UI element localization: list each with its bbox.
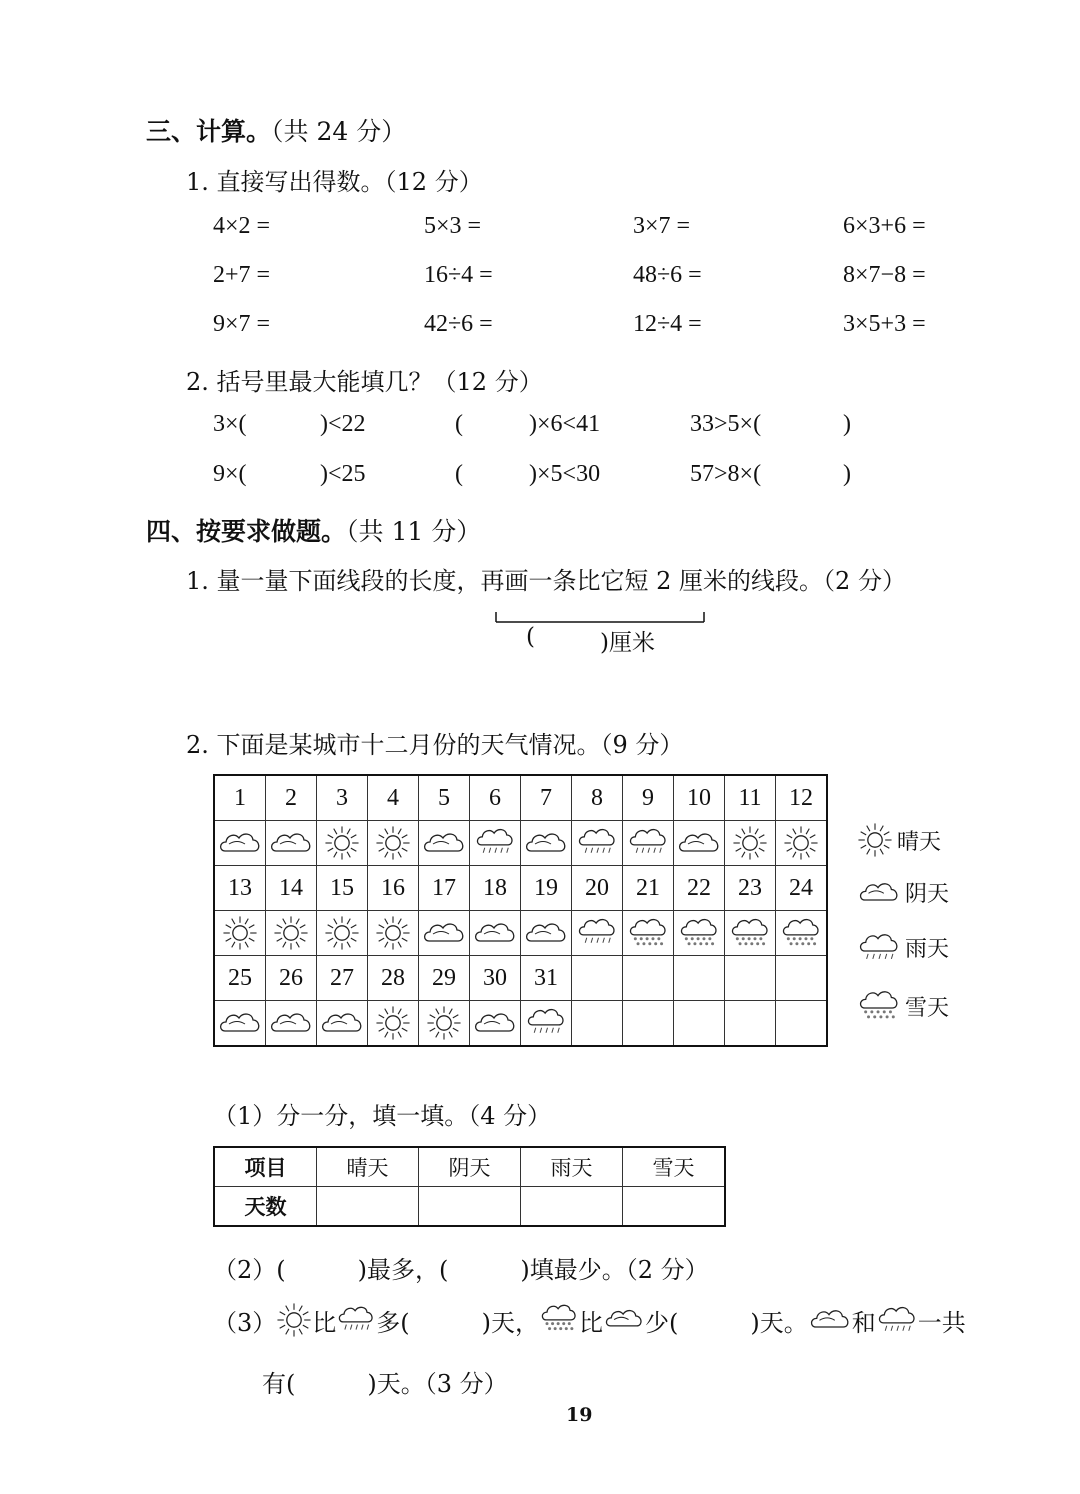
calendar-day-cell: 1 xyxy=(214,775,266,821)
sun-icon xyxy=(276,1302,312,1338)
measure-answer-open[interactable]: ( xyxy=(526,624,535,650)
rain-icon xyxy=(336,1302,376,1338)
measure-line-segment xyxy=(494,610,706,624)
calendar-weather-cell xyxy=(317,1001,368,1047)
calendar-day-cell xyxy=(776,956,828,1001)
calendar-day-cell: 30 xyxy=(470,956,521,1001)
bracket-expr-part: 57>8×( xyxy=(690,461,762,487)
equation[interactable]: 8×7−8 = xyxy=(843,262,926,288)
cloud-icon xyxy=(319,1008,365,1038)
equation[interactable]: 4×2 = xyxy=(213,213,271,239)
bracket-expr-part: )×5<30 xyxy=(529,461,601,487)
stats-header-cell: 晴天 xyxy=(317,1147,419,1187)
sun-icon xyxy=(857,822,893,858)
stats-table xyxy=(213,1146,726,1227)
stats-header-cell: 雪天 xyxy=(623,1147,726,1187)
calendar-day-cell: 29 xyxy=(419,956,470,1001)
calendar-weather-row xyxy=(214,821,827,866)
calendar-weather-cell xyxy=(725,911,776,956)
calendar-weather-cell xyxy=(521,911,572,956)
bracket-expr-part: 9×( xyxy=(213,461,247,487)
sun-icon xyxy=(375,825,411,861)
calendar-weather-cell xyxy=(214,911,266,956)
section3-title: 三、计算。（共 24 分） xyxy=(146,117,407,146)
calendar-day-cell: 24 xyxy=(776,866,828,911)
calendar-weather-cell xyxy=(572,821,623,866)
calendar-weather-cell xyxy=(317,821,368,866)
rain-icon xyxy=(474,824,516,862)
sun-icon xyxy=(783,825,819,861)
calendar-day-cell: 2 xyxy=(266,775,317,821)
calendar-weather-cell xyxy=(419,821,470,866)
calendar-weather-cell xyxy=(725,821,776,866)
rain-icon xyxy=(525,1004,567,1042)
calendar-weather-cell xyxy=(776,911,828,956)
sun-icon xyxy=(375,915,411,951)
equation[interactable]: 48÷6 = xyxy=(633,262,702,288)
cloud-icon xyxy=(268,828,314,858)
bracket-expr-part: )<25 xyxy=(320,461,366,487)
sub3-prefix: （3） xyxy=(213,1308,277,1337)
calendar-day-cell: 21 xyxy=(623,866,674,911)
sub3-line xyxy=(213,1300,966,1340)
bracket-expr-part: ( xyxy=(455,411,463,437)
calendar-weather-cell xyxy=(674,911,725,956)
cloud-icon xyxy=(808,1305,852,1335)
stats-header-row xyxy=(214,1147,725,1187)
calendar-weather-cell xyxy=(266,911,317,956)
calendar-weather-cell xyxy=(572,911,623,956)
legend-label: 晴天 xyxy=(897,829,942,855)
calendar-weather-cell xyxy=(674,821,725,866)
calendar-weather-row xyxy=(214,911,827,956)
equation[interactable]: 42÷6 = xyxy=(424,311,493,337)
section4-q1-label: 1. 量一量下面线段的长度，再画一条比它短 2 厘米的线段。（2 分） xyxy=(186,567,906,595)
calendar-day-cell: 9 xyxy=(623,775,674,821)
cloud-icon xyxy=(857,878,901,908)
sub3-text: 和 xyxy=(851,1308,876,1337)
calendar-day-cell: 10 xyxy=(674,775,725,821)
page-number: 19 xyxy=(566,1404,593,1426)
equation[interactable]: 2+7 = xyxy=(213,262,271,288)
stats-header-cell: 项目 xyxy=(214,1147,317,1187)
equation[interactable]: 12÷4 = xyxy=(633,311,702,337)
calendar-day-cell: 14 xyxy=(266,866,317,911)
cloud-icon xyxy=(523,918,569,948)
cloud-icon xyxy=(268,1008,314,1038)
calendar-day-cell: 26 xyxy=(266,956,317,1001)
calendar-weather-cell xyxy=(623,1001,674,1047)
stats-header-cell: 雨天 xyxy=(521,1147,623,1187)
cloud-icon xyxy=(217,1008,263,1038)
calendar-day-cell: 17 xyxy=(419,866,470,911)
calendar-weather-cell xyxy=(521,821,572,866)
cloud-icon xyxy=(603,1305,645,1335)
sub1-label: （1）分一分，填一填。（4 分） xyxy=(213,1102,552,1130)
calendar-weather-cell xyxy=(266,821,317,866)
sub3-text: 一共 xyxy=(917,1308,966,1337)
stats-header-cell: 阴天 xyxy=(419,1147,521,1187)
measure-answer-unit: )厘米 xyxy=(600,630,655,656)
cloud-icon xyxy=(472,1008,518,1038)
calendar-day-cell: 16 xyxy=(368,866,419,911)
legend-sunny xyxy=(857,822,941,858)
equation[interactable]: 3×7 = xyxy=(633,213,691,239)
rain-icon xyxy=(576,914,618,952)
calendar-day-cell: 6 xyxy=(470,775,521,821)
stats-row-label: 天数 xyxy=(214,1187,317,1227)
calendar-day-cell: 19 xyxy=(521,866,572,911)
bracket-expr-part: 33>5×( xyxy=(690,411,762,437)
calendar-day-cell: 12 xyxy=(776,775,828,821)
cloud-icon xyxy=(472,918,518,948)
sub3-text: 少( )天。 xyxy=(645,1308,808,1337)
calendar-weather-cell xyxy=(623,911,674,956)
legend-label: 阴天 xyxy=(905,882,950,907)
calendar-day-row xyxy=(214,956,827,1001)
sun-icon xyxy=(324,915,360,951)
calendar-day-cell: 20 xyxy=(572,866,623,911)
calendar-day-cell: 27 xyxy=(317,956,368,1001)
calendar-weather-cell xyxy=(572,1001,623,1047)
calendar-day-cell: 8 xyxy=(572,775,623,821)
rain-icon xyxy=(876,1302,918,1338)
legend-snowy xyxy=(857,986,949,1026)
bracket-expr-part: 3×( xyxy=(213,411,247,437)
snow-icon xyxy=(857,986,901,1026)
calendar-weather-cell xyxy=(317,911,368,956)
calendar-day-cell: 22 xyxy=(674,866,725,911)
cloud-icon xyxy=(676,828,722,858)
calendar-day-cell: 23 xyxy=(725,866,776,911)
sub3-text: 比 xyxy=(312,1308,337,1337)
sun-icon xyxy=(732,825,768,861)
calendar-day-cell: 7 xyxy=(521,775,572,821)
calendar-day-cell xyxy=(572,956,623,1001)
calendar-day-cell: 13 xyxy=(214,866,266,911)
calendar-day-cell: 11 xyxy=(725,775,776,821)
stats-answer-cell[interactable] xyxy=(623,1187,726,1227)
equation[interactable]: 9×7 = xyxy=(213,311,271,337)
cloud-icon xyxy=(421,828,467,858)
snow-icon xyxy=(627,914,669,952)
cloud-icon xyxy=(523,828,569,858)
calendar-day-cell: 18 xyxy=(470,866,521,911)
sun-icon xyxy=(375,1005,411,1041)
sun-icon xyxy=(222,915,258,951)
calendar-day-row xyxy=(214,866,827,911)
calendar-weather-cell xyxy=(725,1001,776,1047)
sub2-label: （2）( )最多，( )填最少。（2 分） xyxy=(213,1256,709,1284)
sun-icon xyxy=(426,1005,462,1041)
bracket-expr-part: )<22 xyxy=(320,411,366,437)
stats-answer-cell[interactable] xyxy=(419,1187,521,1227)
bracket-expr-part: ) xyxy=(843,411,851,437)
calendar-day-cell: 28 xyxy=(368,956,419,1001)
snow-icon xyxy=(678,914,720,952)
stats-answer-cell[interactable] xyxy=(521,1187,623,1227)
calendar-day-cell: 15 xyxy=(317,866,368,911)
calendar-weather-cell xyxy=(470,911,521,956)
calendar-day-cell xyxy=(725,956,776,1001)
equation[interactable]: 6×3+6 = xyxy=(843,213,926,239)
sub3-text: 多( )天， xyxy=(376,1308,540,1337)
equation[interactable]: 5×3 = xyxy=(424,213,482,239)
sun-icon xyxy=(324,825,360,861)
bracket-expr-part: )×6<41 xyxy=(529,411,601,437)
cloud-icon xyxy=(421,918,467,948)
legend-cloudy xyxy=(857,877,949,908)
calendar-weather-cell xyxy=(368,1001,419,1047)
legend-label: 雨天 xyxy=(905,936,950,962)
calendar-weather-cell xyxy=(214,821,266,866)
rain-icon xyxy=(576,824,618,862)
calendar-weather-cell xyxy=(470,1001,521,1047)
calendar-day-cell: 25 xyxy=(214,956,266,1001)
equation[interactable]: 3×5+3 = xyxy=(843,311,926,337)
calendar-weather-cell xyxy=(623,821,674,866)
legend-label: 雪天 xyxy=(905,995,950,1021)
calendar-weather-cell xyxy=(470,821,521,866)
calendar-day-cell: 31 xyxy=(521,956,572,1001)
calendar-weather-cell xyxy=(368,911,419,956)
calendar-weather-cell xyxy=(419,1001,470,1047)
weather-calendar xyxy=(213,774,828,1047)
calendar-weather-cell xyxy=(419,911,470,956)
rain-icon xyxy=(857,929,901,965)
bracket-expr-part: ) xyxy=(843,461,851,487)
cloud-icon xyxy=(217,828,263,858)
calendar-weather-cell xyxy=(521,1001,572,1047)
calendar-day-cell: 5 xyxy=(419,775,470,821)
snow-icon xyxy=(729,914,771,952)
snow-icon xyxy=(780,914,822,952)
rain-icon xyxy=(627,824,669,862)
calendar-weather-cell xyxy=(776,821,828,866)
calendar-weather-cell xyxy=(776,1001,828,1047)
sub3-line2: 有( )天。（3 分） xyxy=(262,1370,508,1398)
calendar-weather-cell xyxy=(674,1001,725,1047)
section3-q1-label: 1. 直接写出得数。（12 分） xyxy=(186,168,483,196)
section4-q2-label: 2. 下面是某城市十二月份的天气情况。（9 分） xyxy=(186,731,684,759)
legend-rainy xyxy=(857,929,949,965)
calendar-weather-row xyxy=(214,1001,827,1047)
equation[interactable]: 16÷4 = xyxy=(424,262,493,288)
calendar-day-cell: 4 xyxy=(368,775,419,821)
sun-icon xyxy=(273,915,309,951)
calendar-day-row xyxy=(214,775,827,821)
calendar-day-cell xyxy=(674,956,725,1001)
sub3-text: 比 xyxy=(579,1308,604,1337)
bracket-expr-part: ( xyxy=(455,461,463,487)
calendar-weather-cell xyxy=(368,821,419,866)
calendar-weather-cell xyxy=(214,1001,266,1047)
section4-title: 四、按要求做题。（共 11 分） xyxy=(146,517,482,546)
snow-icon xyxy=(539,1300,579,1340)
stats-answer-cell[interactable] xyxy=(317,1187,419,1227)
stats-days-row xyxy=(214,1187,725,1227)
calendar-day-cell xyxy=(623,956,674,1001)
calendar-weather-cell xyxy=(266,1001,317,1047)
section3-q2-label: 2. 括号里最大能填几？（12 分） xyxy=(186,368,543,396)
calendar-day-cell: 3 xyxy=(317,775,368,821)
